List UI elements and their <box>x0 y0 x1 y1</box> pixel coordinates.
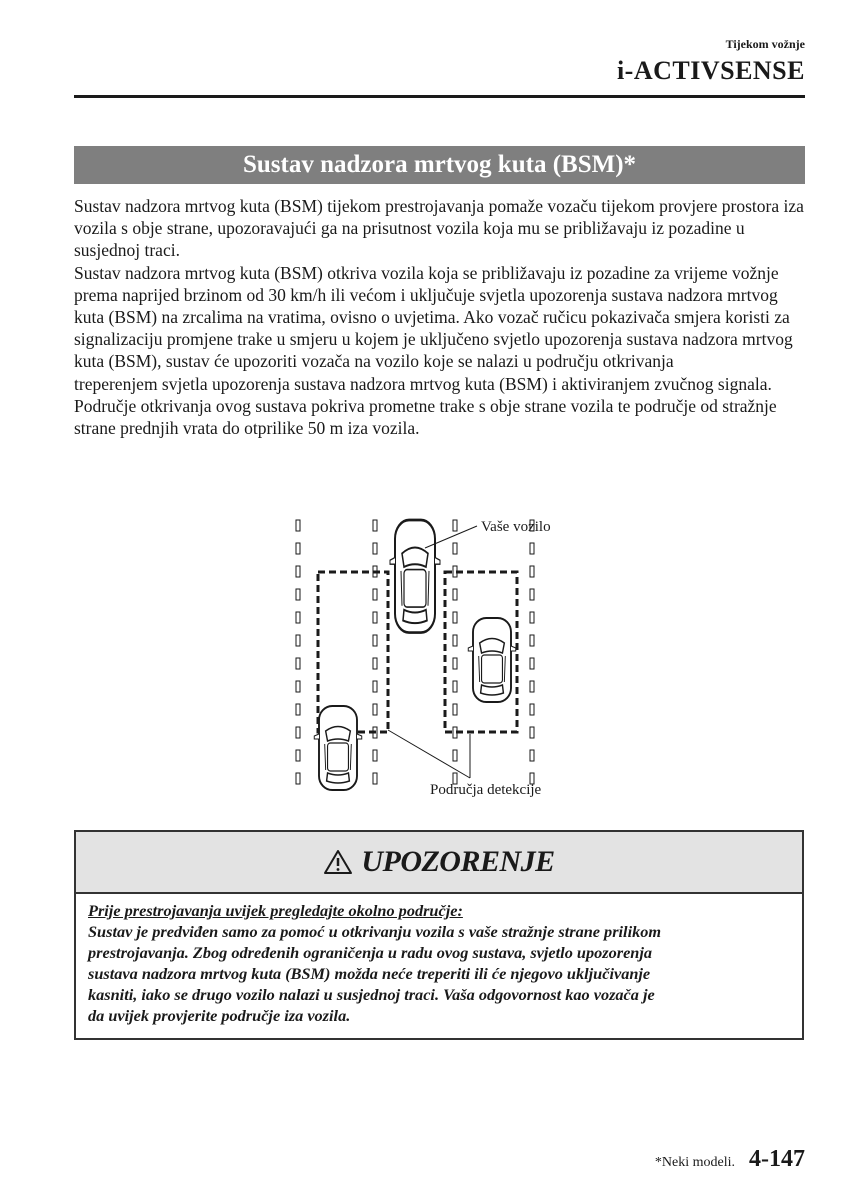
label-your-vehicle: Vaše vozilo <box>481 519 551 535</box>
lane-marker <box>530 566 534 577</box>
warning-header <box>76 832 802 894</box>
warning-line: kasniti, iako se drugo vozilo nalazi u susjednoj traci. Vaša odgovornost kao vozača je <box>88 985 655 1004</box>
footnote: *Neki modeli. <box>654 1155 735 1170</box>
lane-marker <box>530 658 534 669</box>
lane-marker <box>453 589 457 600</box>
warning-line: sustava nadzora mrtvog kuta (BSM) možda neće treperiti ili će njegovo uključivanje <box>88 964 651 983</box>
lane-marker <box>373 589 377 600</box>
page-footer <box>655 1146 805 1173</box>
lane-marker <box>296 566 300 577</box>
lane-marker <box>373 612 377 623</box>
lane-marker <box>296 704 300 715</box>
lane-marker <box>373 658 377 669</box>
lane-marker <box>530 543 534 554</box>
lane-marker <box>530 635 534 646</box>
lane-marker <box>373 520 377 531</box>
lane-marker <box>530 612 534 623</box>
lane-marker <box>453 543 457 554</box>
lane-marker <box>453 658 457 669</box>
lane-marker <box>296 750 300 761</box>
warning-line: prestrojavanja. Zbog određenih ograničenja u radu ovog sustava, svjetlo upozorenja <box>88 943 653 962</box>
lane-marker <box>453 520 457 531</box>
lane-marker <box>453 635 457 646</box>
lane-marker <box>373 543 377 554</box>
lane-marker <box>296 773 300 784</box>
warning-body <box>76 894 802 1026</box>
lane-marker <box>453 704 457 715</box>
lane-marker <box>296 727 300 738</box>
bsm-diagram <box>280 508 580 808</box>
lane-marker <box>453 750 457 761</box>
header-rule <box>74 95 805 98</box>
your-vehicle-car <box>390 520 440 633</box>
warning-title: UPOZORENJE <box>361 845 555 878</box>
lane-marker <box>373 681 377 692</box>
lane-marker <box>373 773 377 784</box>
lane-marker <box>453 681 457 692</box>
lane-marker <box>296 520 300 531</box>
warning-line: da uvijek provjerite područje iza vozila. <box>88 1006 351 1025</box>
warning-box <box>74 830 804 1040</box>
warning-line: Sustav je predviđen samo za pomoć u otkrivanju vozila s vaše stražnje strane prilikom <box>88 922 662 941</box>
chapter-title: i-ACTIVSENSE <box>616 56 805 85</box>
leader-detection-left <box>388 730 470 778</box>
car-left-lane <box>314 706 362 790</box>
lane-marker <box>530 704 534 715</box>
lane-marker <box>296 681 300 692</box>
paragraph-1: Sustav nadzora mrtvog kuta (BSM) tijekom prestrojavanja pomaže vozaču tijekom provjere prostora iza vozila s obje strane, upozoravajući ga na prisutnost vozila koja mu se približavaju iz pozadine u susjednoj traci. <box>74 196 804 261</box>
car-right-lane <box>468 618 516 702</box>
warning-triangle-icon <box>323 849 353 875</box>
label-detection-areas: Područja detekcije <box>430 782 542 798</box>
lane-marker <box>530 589 534 600</box>
paragraph-3: treperenjem svjetla upozorenja sustava nadzora mrtvog kuta (BSM) i aktiviranjem zvučnog signala. <box>74 373 772 394</box>
lane-marker <box>296 658 300 669</box>
lane-marker <box>530 727 534 738</box>
page-number: 4-147 <box>749 1146 805 1172</box>
lane-marker <box>373 704 377 715</box>
lane-marker <box>296 612 300 623</box>
lane-marker <box>373 635 377 646</box>
lane-marker <box>296 635 300 646</box>
section-label: Tijekom vožnje <box>725 37 805 51</box>
lane-marker <box>296 543 300 554</box>
lane-marker <box>530 681 534 692</box>
paragraph-2: Sustav nadzora mrtvog kuta (BSM) otkriva vozila koja se približavaju iz pozadine za vrijeme vožnje prema naprijed brzinom od 30 km/h ili većom i uključuje svjetla upozorenja sustava nadzora mrtvog kuta (BSM) na zrcalima na vratima, ovisno o uvjetima. Ako vozač ručicu pokazivača smjera koristi za signalizaciju promjene trake u smjeru u kojem je uključeno svjetlo upozorenja sustava nadzora mrtvog kuta (BSM), sustav će upozoriti vozača na vozilo koje se nalazi u području otkrivanja <box>74 262 793 372</box>
lane-marker <box>296 589 300 600</box>
section-heading: Sustav nadzora mrtvog kuta (BSM)* <box>74 146 805 184</box>
lane-marker <box>373 750 377 761</box>
paragraph-4: Područje otkrivanja ovog sustava pokriva prometne trake s obje strane vozila te područje od stražnje strane prednjih vrata do otprilike 50 m iza vozila. <box>74 395 777 439</box>
body-text <box>74 195 809 439</box>
lane-marker <box>453 612 457 623</box>
lane-marker <box>530 750 534 761</box>
warning-lead: Prije prestrojavanja uvijek pregledajte okolno područje: <box>88 901 463 920</box>
